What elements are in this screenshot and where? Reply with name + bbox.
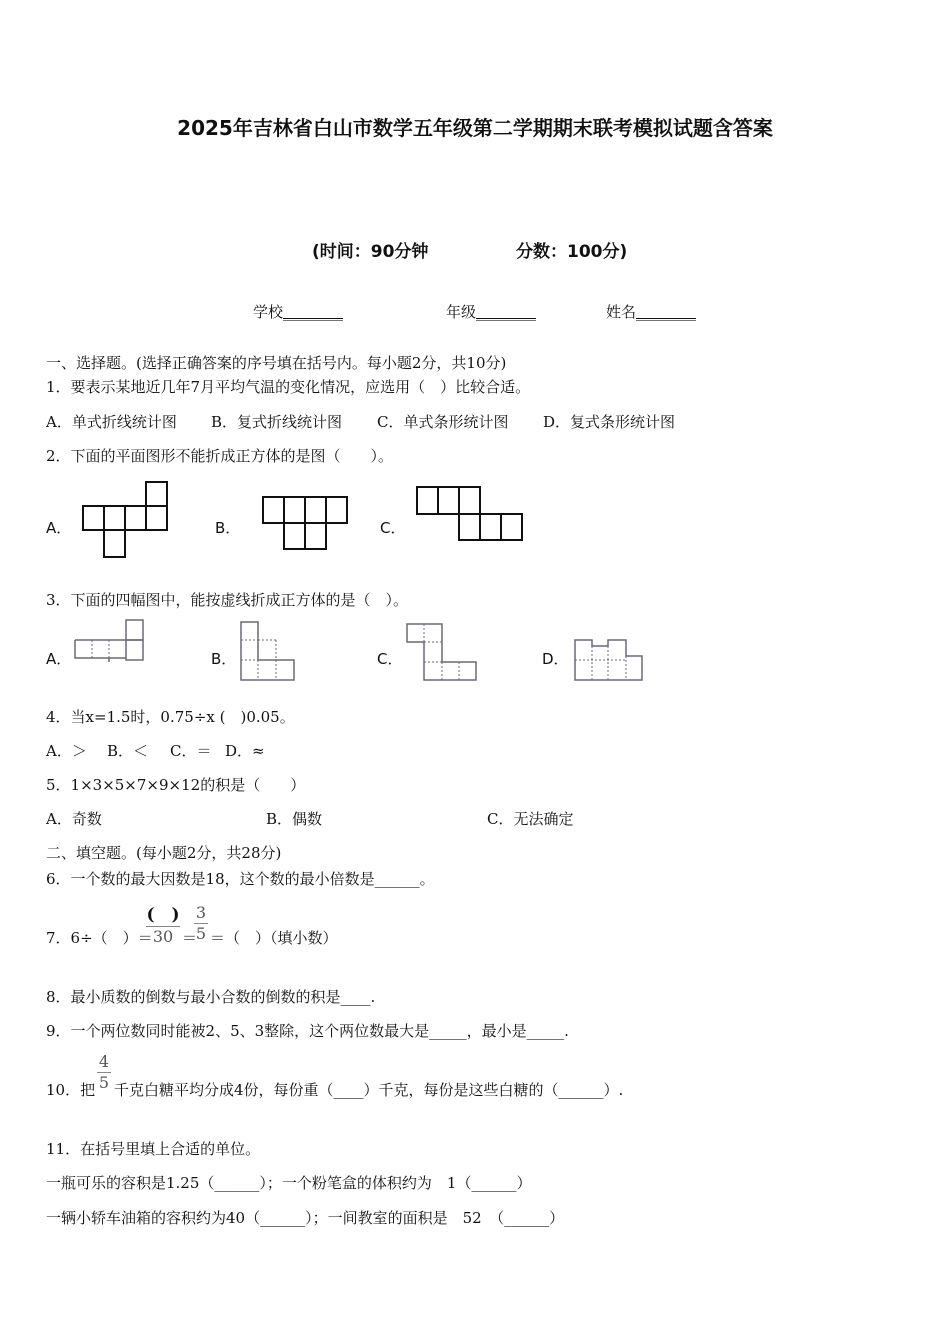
q3-figure-b (238, 620, 298, 682)
q7-frac2-denominator: 5 (195, 924, 207, 943)
q7-frac1-numerator: ( ) (146, 905, 180, 925)
q1-option-a: A．单式折线统计图 (46, 413, 177, 431)
q10-fraction (97, 1052, 111, 1092)
name-blank: ________ (636, 303, 697, 321)
q1-option-c: C．单式条形统计图 (377, 413, 509, 431)
q11-text: 11．在括号里填上合适的单位。 (46, 1140, 261, 1158)
q5-option-b: B．偶数 (266, 810, 323, 828)
q3-label-c: C． (377, 650, 403, 668)
q2-figure-c (414, 485, 526, 545)
q2-figure-b (260, 495, 352, 553)
score-label: 分数：100分) (516, 242, 628, 262)
school-field (253, 301, 343, 322)
q3-label-d: D． (542, 650, 569, 668)
q5-text: 5．1×3×5×7×9×12的积是（ ） (46, 776, 306, 794)
time-label: (时间：90分钟 (312, 242, 429, 262)
grade-blank: ________ (476, 303, 537, 321)
q7-frac1-denominator: 30 (152, 927, 174, 946)
q7-suffix: ＝（ ）（填小数） (210, 929, 338, 947)
q3-label-b: B． (211, 650, 237, 668)
q7-fraction2 (194, 903, 208, 943)
q9-text: 9．一个两位数同时能被2、5、3整除，这个两位数最大是_____，最小是_____. (46, 1022, 569, 1040)
q2-label-c: C． (380, 519, 406, 537)
q10-suffix: 千克白糖平均分成4份，每份重（____）千克，每份是这些白糖的（______）. (114, 1081, 624, 1099)
grade-label: 年级 (446, 303, 477, 321)
q6-text: 6．一个数的最大因数是18，这个数的最小倍数是______。 (46, 870, 435, 888)
q4-option-b: B．＜ (107, 742, 149, 760)
q4-option-c: C．＝ (170, 742, 212, 760)
q7-equals: ＝ (182, 929, 198, 947)
q7-fraction1 (146, 900, 180, 946)
document-title: 2025年吉林省白山市数学五年级第二学期期末联考模拟试题含答案 (177, 116, 773, 140)
q5-option-c: C．无法确定 (487, 810, 574, 828)
grade-field (446, 301, 536, 322)
q2-figure-a (80, 480, 170, 560)
q1-option-d: D．复式条形统计图 (543, 413, 676, 431)
q2-label-a: A． (46, 519, 72, 537)
q10-frac-denominator: 5 (98, 1073, 110, 1092)
q3-label-a: A． (46, 650, 72, 668)
school-blank: ________ (283, 303, 344, 321)
q7-frac2-numerator: 3 (195, 903, 207, 922)
q4-option-a: A．＞ (46, 742, 87, 760)
q4-option-d: D．≈ (225, 742, 265, 760)
q3-figure-c (404, 622, 480, 682)
q2-text: 2．下面的平面图形不能折成正方体的是图（ ）。 (46, 447, 394, 465)
q3-text: 3．下面的四幅图中，能按虚线折成正方体的是（ ）。 (46, 591, 409, 609)
q3-figure-a (72, 618, 150, 664)
q3-figure-d (572, 636, 646, 682)
q2-label-b: B． (215, 519, 241, 537)
q10-prefix: 10．把 (46, 1081, 96, 1099)
name-label: 姓名 (606, 303, 637, 321)
q11-line2: 一辆小轿车油箱的容积约为40（______）；一间教室的面积是 52 （______） (46, 1209, 565, 1227)
q7-prefix: 7．6÷（ ）＝ (46, 929, 153, 947)
q8-text: 8．最小质数的倒数与最小合数的倒数的积是____. (46, 988, 376, 1006)
q5-option-a: A．奇数 (46, 810, 102, 828)
q11-line1: 一瓶可乐的容积是1.25（______）；一个粉笔盒的体积约为 1（______） (46, 1174, 532, 1192)
section1-heading: 一、选择题。(选择正确答案的序号填在括号内。每小题2分，共10分) (46, 354, 507, 372)
section2-heading: 二、填空题。(每小题2分，共28分) (46, 844, 282, 862)
q1-option-b: B．复式折线统计图 (211, 413, 343, 431)
q1-text: 1．要表示某地近几年7月平均气温的变化情况，应选用（ ）比较合适。 (46, 378, 531, 396)
name-field (606, 301, 696, 322)
school-label: 学校 (253, 303, 284, 321)
q10-frac-numerator: 4 (98, 1052, 110, 1071)
q4-text: 4．当x=1.5时，0.75÷x ( )0.05。 (46, 708, 295, 726)
